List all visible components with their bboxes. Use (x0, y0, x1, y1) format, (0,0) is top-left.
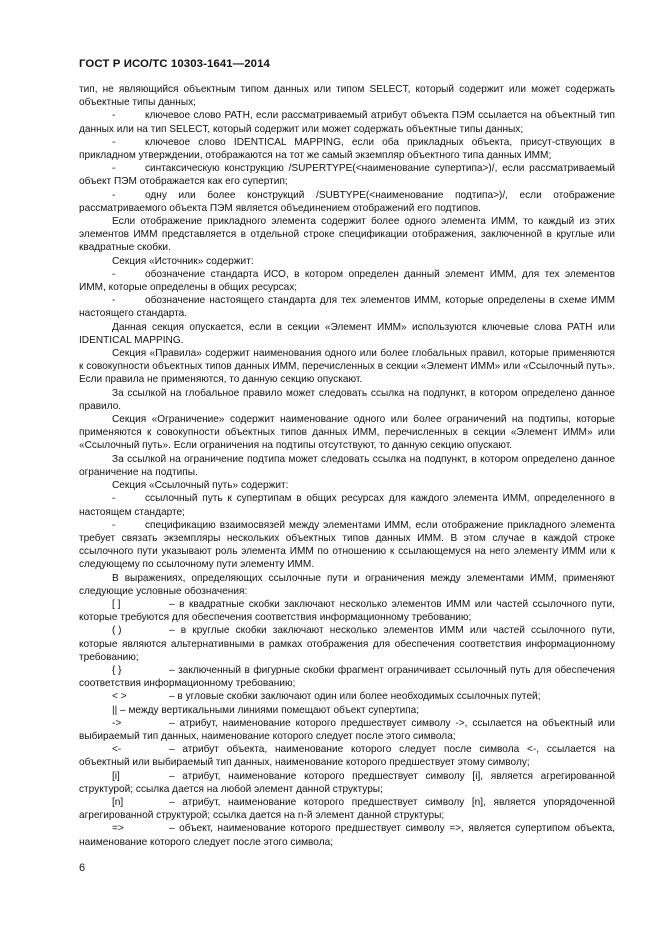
paragraph-text: Если отображение прикладного элемента содержит более одного элемента ИММ, то каждый из этих элементов ИММ представляется в отдельной строке спецификации отображения, заключенной в круглые или квадратные скобки. (79, 216, 615, 254)
paragraph (79, 268, 615, 294)
paragraph (79, 717, 615, 743)
paragraph-text: Секция «Источник» содержит: (112, 255, 254, 267)
paragraph-text: – атрибут, наименование которого предшествует символу [n], является упорядоченной агрегированной структурой; ссылка дается на n-й элемент данной структуры; (79, 796, 615, 822)
paragraph-text: – в квадратные скобки заключают несколько элементов ИММ или частей ссылочного пути, которые требуются для обеспечения соответствия информационному требованию; (79, 598, 615, 624)
paragraph (79, 189, 615, 215)
paragraph-text: – атрибут, наименование которого предшествует символу [i], является агрегированной структурой; ссылка дается на любой элемент данной структуры; (79, 770, 615, 795)
paragraph-text: – атрибут объекта, наименование которого следует после символа <-, ссылается на объектный или выбираемый тип данных, наименование которого предшествует этому символу; (79, 744, 615, 769)
list-marker: - (112, 519, 116, 531)
paragraph-text: – в угловые скобки заключают один или более необходимых ссылочных путей; (169, 691, 541, 703)
paragraph (79, 664, 615, 690)
paragraph-text: Данная секция опускается, если в секции «Элемент ИММ» используются ключевые слова PATH или IDENTICAL MAPPING. (79, 321, 615, 346)
paragraph-text: спецификацию взаимосвязей между элементами ИММ, если отображение прикладного элемента требует связать экземпляры нескольких объектных типов данных ИММ. В этом случае в каждой строке ссылочного пути указывают роль элемента ИММ по отношению к ссылающемуся на него элементу ИММ или к следующему по ссылочному пути элементу ИММ. (79, 519, 615, 571)
paragraph (79, 770, 615, 796)
paragraph-text: ссылочный путь к супертипам в общих ресурсах для каждого элемента ИММ, определенного в настоящем стандарте; (79, 493, 615, 518)
paragraph (79, 255, 615, 268)
paragraph-text: За ссылкой на ограничение подтипа может следовать ссылка на подпункт, в котором определено данное ограничение на подтипы. (79, 453, 615, 478)
paragraph-text: – в круглые скобки заключают несколько элементов ИММ или частей ссылочного пути, которые являются альтернативными в рамках отображения для обеспечения соответствия информационному требованию; (79, 625, 615, 663)
paragraph-text: Секция «Ссылочный путь» содержит: (112, 480, 289, 492)
paragraph (79, 690, 615, 703)
paragraph (79, 294, 615, 320)
paragraph (79, 453, 615, 479)
paragraph (79, 598, 615, 624)
paragraph (79, 413, 615, 453)
symbol-marker: [i] (112, 770, 120, 782)
list-marker: - (112, 295, 116, 307)
symbol-marker: < > (112, 691, 127, 703)
paragraph-text: Секция «Ограничение» содержит наименование одного или более ограничений на подтипы, которые применяются к совокупности объектных типов данных ИММ, перечисленных в секции «Элемент ИММ» или «Ссылочный путь». Если ограничения на подтипы отсутствуют, то данную секцию опускают. (79, 414, 615, 452)
symbol-marker: => (112, 823, 124, 835)
paragraph (79, 822, 615, 848)
paragraph-text: За ссылкой на глобальное правило может следовать ссылка на подпункт, в котором определено данное правило. (79, 387, 615, 412)
list-marker: - (112, 493, 116, 505)
paragraph (79, 215, 615, 255)
list-marker: - (112, 136, 116, 148)
paragraph-text: Секция «Правила» содержит наименования одного или более глобальных правил, которые применяются к совокупности объектных типов данных ИММ, перечисленных в секции «Элемент ИММ» или «Ссылочный путь». Если правила не применяются, то данную секцию опускают. (79, 348, 615, 386)
paragraph-text: – объект, наименование которого предшествует символу =>, является супертипом объекта, наименование которого следует после этого символа; (79, 823, 615, 848)
paragraph-text: – атрибут, наименование которого предшествует символу ->, ссылается на объектный или выбираемый тип данных, наименование которого следует после этого символа; (79, 717, 615, 742)
page-header: ГОСТ Р ИСО/ТС 10303-1641—2014 (79, 58, 270, 70)
paragraph (79, 321, 615, 347)
paragraph-text: В выражениях, определяющих ссылочные пути и ограничения между элементами ИММ, применяют следующие условные обозначения: (79, 572, 615, 597)
symbol-marker: { } (112, 664, 122, 676)
list-marker: - (112, 163, 116, 175)
list-marker: - (112, 110, 116, 122)
list-marker: - (112, 268, 116, 280)
page-body (79, 83, 615, 849)
paragraph-text: || – между вертикальными линиями помещают объект супертипа; (112, 704, 420, 716)
paragraph (79, 743, 615, 769)
paragraph (79, 136, 615, 162)
paragraph-text: обозначение настоящего стандарта для тех элементов ИММ, которые определены в схеме ИММ настоящего стандарта. (79, 295, 615, 320)
page-number: 6 (79, 862, 86, 874)
paragraph-text: тип, не являющийся объектным типом данных или типом SELECT, который содержит или может содержать объектные типы данных; (79, 84, 615, 109)
paragraph (79, 83, 615, 109)
paragraph (79, 109, 615, 135)
symbol-marker: [ ] (112, 598, 121, 610)
paragraph (79, 572, 615, 598)
paragraph-text: синтаксическую конструкцию /SUPERTYPE(<наименование супертипа>)/, если рассматриваемый объект ПЭМ отображается как его супертип; (79, 163, 615, 188)
paragraph (79, 347, 615, 387)
paragraph-text: – заключенный в фигурные скобки фрагмент ограничивает ссылочный путь для обеспечения соответствия информационному требованию; (79, 664, 615, 690)
paragraph (79, 387, 615, 413)
paragraph-text: одну или более конструкций /SUBTYPE(<наименование подтипа>)/, если отображение рассматриваемого объекта ПЭМ является объединением отображений его подтипов. (79, 189, 615, 214)
paragraph (79, 519, 615, 572)
symbol-marker: <- (112, 744, 122, 756)
paragraph (79, 479, 615, 492)
paragraph (79, 704, 615, 717)
list-marker: - (112, 189, 116, 201)
paragraph-text: ключевое слово IDENTICAL MAPPING, если оба прикладных объекта, присут-ствующих в прикладном утверждении, отображаются на тот же самый экземпляр объектного типа данных ИМM; (79, 136, 615, 162)
paragraph (79, 492, 615, 518)
paragraph-text: обозначение стандарта ИСО, в котором определен данный элемент ИММ, для тех элементов ИММ, которые определены в общих ресурсах; (79, 268, 615, 294)
symbol-marker: ( ) (112, 625, 122, 637)
paragraph (79, 796, 615, 822)
paragraph (79, 162, 615, 188)
symbol-marker: -> (112, 717, 122, 729)
paragraph-text: ключевое слово PATH, если рассматриваемый атрибут объекта ПЭМ ссылается на объектный тип данных или на тип SELECT, который содержит или может содержать объектные типы данных; (79, 110, 615, 135)
symbol-marker: [n] (112, 796, 124, 808)
paragraph (79, 624, 615, 664)
